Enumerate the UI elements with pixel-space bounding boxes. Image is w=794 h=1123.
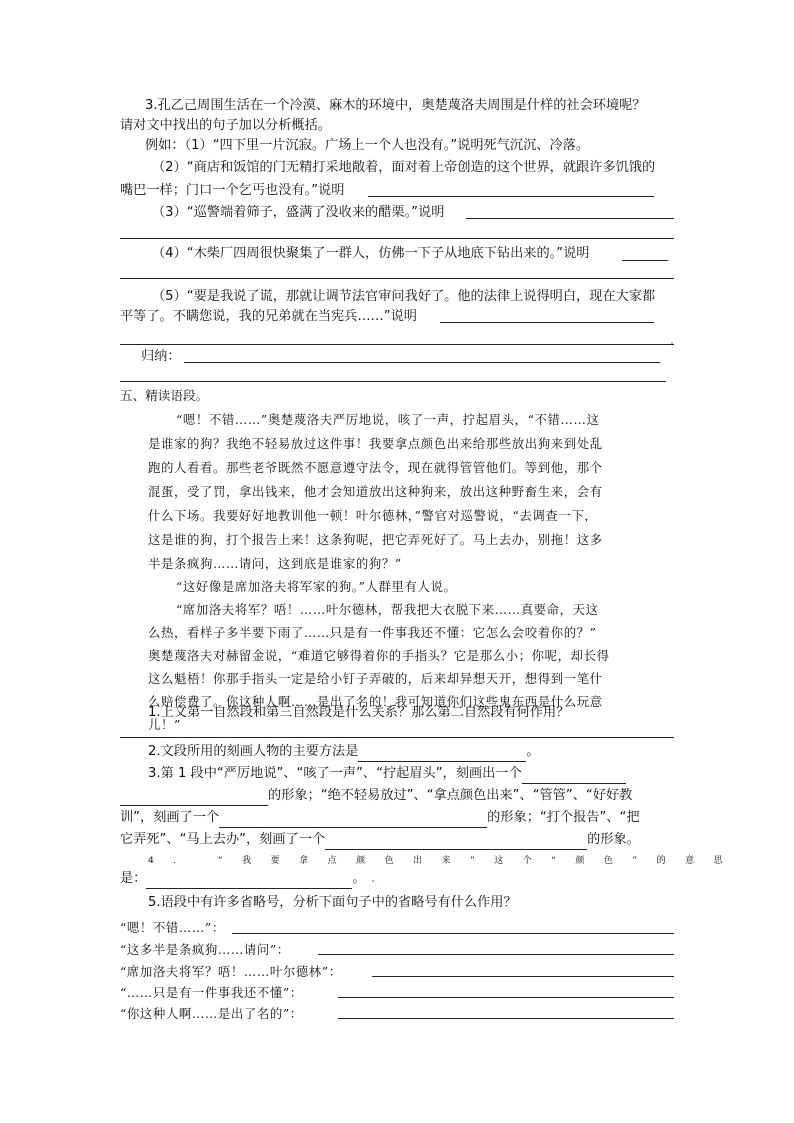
question-4b-end: 。 — [352, 871, 366, 886]
question-1: 1.上文第一自然段和第三自然段是什么关系？那么第二自然段有何作用？ — [148, 705, 570, 720]
answer-blank[interactable] — [440, 322, 654, 323]
q3-intro-line1: 3.孔乙己周围生活在一个冷漠、麻木的环境中，奥楚蔑洛夫周围是什样的社会环境呢？ — [145, 98, 646, 113]
passage-line: 么热，看样子多半要下雨了……只是有一件事我还不懂：它怎么会咬着你的？” — [148, 625, 597, 640]
question-3d — [120, 830, 640, 850]
question-5: 5.语段中有许多省略号，分析下面句子中的省略号有什么作用？ — [148, 895, 517, 910]
answer-blank[interactable] — [338, 1018, 674, 1019]
question-2-end: 。 — [526, 744, 540, 759]
question-3d-text: 它弄死”、“马上去办”，刻画了一个 — [120, 832, 326, 847]
stray-mark — [372, 880, 374, 882]
ellipsis-item-2: “这多半是条疯狗……请问”： — [120, 942, 290, 957]
answer-blank[interactable] — [120, 344, 674, 345]
summary-label: 归纳： — [141, 349, 181, 364]
ellipsis-item-3: “席加洛夫将军？唔！……叶尔德林”： — [120, 964, 342, 979]
passage-line: 儿！” — [148, 717, 181, 732]
passage-line: “这好像是席加洛夫将军家的狗。”人群里有人说。 — [176, 579, 457, 594]
answer-blank[interactable] — [120, 278, 674, 279]
ellipsis-item-1: “嗯！不错……”： — [120, 920, 225, 935]
ellipsis-item-4: “……只是有一件事我还不懂”： — [120, 985, 303, 1000]
question-3c-text: 训”，刻画了一个 — [120, 810, 220, 825]
passage-line: 么赔偿费了。你这种人啊……是出了名的！我可知道你们这些鬼东西是什么玩意 — [148, 694, 603, 709]
question-3c-end: 的形象；“打个报告”、“把 — [487, 810, 640, 825]
answer-blank[interactable] — [372, 976, 674, 977]
q3-example-5a: （5）“要是我说了谎，那就让调节法官审问我好了。他的法律上说得明白，现在大家都 — [152, 289, 656, 304]
passage-line: 跑的人看看。那些老爷既然不愿意遵守法令，现在就得管管他们。等到他，那个 — [148, 460, 603, 475]
answer-blank[interactable] — [232, 933, 674, 934]
passage-line: 这么魁梧！你那手指头一定是给小钉子弄破的，后来却异想天开，想得到一笔什 — [148, 671, 603, 686]
question-3c — [120, 808, 640, 828]
passage-line: 什么下场。我要好好地教训他一顿！叶尔德林，”警官对巡警说，“去调查一下， — [148, 508, 598, 523]
answer-blank[interactable] — [219, 813, 487, 828]
answer-blank[interactable] — [120, 238, 674, 239]
answer-blank[interactable] — [622, 260, 668, 261]
question-2 — [148, 742, 540, 762]
answer-blank[interactable] — [466, 218, 674, 219]
passage-line: 混蛋，受了罚，拿出钱来，他才会知道放出这种狗来，放出这种野畜生来，会有 — [148, 484, 603, 499]
question-3a-text: 3.第 1 段中“严厉地说”、“咳了一声”、“拧起眉头”，刻画出一个 — [148, 766, 522, 781]
answer-blank[interactable] — [120, 737, 674, 738]
answer-blank[interactable] — [325, 835, 587, 850]
q3-example-5b: 平等了。不瞒您说，我的兄弟就在当宪兵……”说明 — [120, 309, 417, 324]
passage-line: 是谁家的狗？我绝不轻易放过这件事！我要拿点颜色出来给那些放出狗来到处乱 — [148, 436, 603, 451]
question-4b — [120, 869, 366, 889]
question-3d-end: 的形象。 — [587, 832, 640, 847]
answer-blank[interactable] — [338, 997, 674, 998]
q3-intro-line2: 请对文中找出的句子加以分析概括。 — [120, 118, 331, 133]
ellipsis-item-5: “你这种人啊……是出了名的”： — [120, 1006, 303, 1021]
passage-line: “嗯！不错……”奥楚蔑洛夫严厉地说，咳了一声，拧起眉头，“不错……这 — [176, 412, 600, 427]
question-2-text: 2.文段所用的刻画人物的主要方法是 — [148, 744, 359, 759]
q3-example-1: 例如：（1）“四下里一片沉寂。广场上一个人也没有。”说明死气沉沉、冷落。 — [145, 138, 590, 153]
question-4a: 4. “我要拿点颜色出来”这个“颜色”的意思 — [148, 856, 743, 866]
q3-example-2a: （2）“商店和饭馆的门无精打采地敞着，面对着上帝创造的这个世界，就跟许多饥饿的 — [152, 160, 656, 175]
question-3a — [148, 764, 626, 784]
passage-line: 半是条疯狗……请问，这到底是谁家的狗？” — [148, 556, 402, 571]
section-five-title: 五、精读语段。 — [120, 388, 209, 403]
answer-blank[interactable] — [184, 362, 660, 363]
answer-blank[interactable] — [318, 954, 674, 955]
answer-blank[interactable] — [120, 381, 666, 382]
passage-line: 奥楚蔑洛夫对赫留金说，“难道它够得着你的手指头？它是那么小；你呢，却长得 — [148, 648, 610, 663]
question-4b-text: 是： — [120, 871, 147, 886]
question-3b-text: 的形象；“绝不轻易放过”、“拿点颜色出来”、“管管”、“好好教 — [268, 788, 633, 803]
passage-line: 这是谁的狗，打个报告上来！这条狗呢，把它弄死好了。马上去办，别拖！这多 — [148, 532, 603, 547]
answer-blank[interactable] — [358, 747, 526, 762]
answer-blank[interactable] — [368, 196, 654, 197]
passage-line: “席加洛夫将军？唔！……叶尔德林，帮我把大衣脱下来……真要命，天这 — [176, 602, 599, 617]
answer-blank[interactable] — [146, 874, 352, 889]
answer-blank[interactable] — [522, 769, 626, 784]
q3-example-4: （4）“木柴厂四周很快聚集了一群人，仿佛一下子从地底下钻出来的。”说明 — [152, 246, 590, 261]
q3-example-2b: 嘴巴一样；门口一个乞丐也没有。”说明 — [120, 183, 345, 198]
answer-blank[interactable] — [120, 791, 268, 806]
stray-mark — [671, 342, 673, 344]
question-3b — [120, 786, 632, 806]
q3-example-3: （3）“巡警端着筛子，盛满了没收来的醋栗。”说明 — [152, 205, 445, 220]
